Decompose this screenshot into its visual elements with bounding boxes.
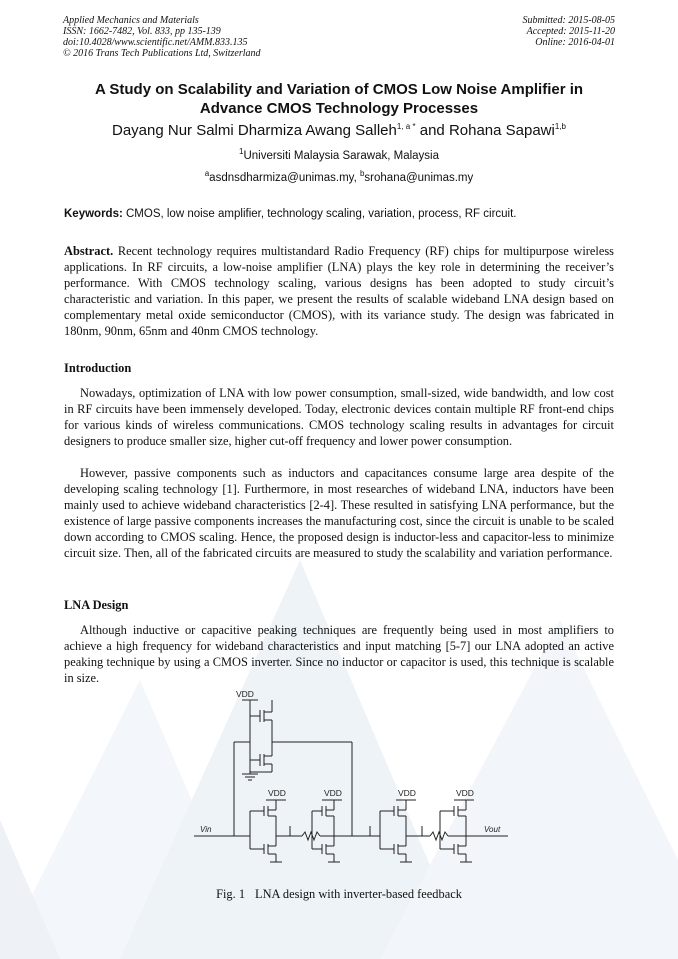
paper-title-line-1: A Study on Scalability and Variation of CMOS Low Noise Amplifier in bbox=[94, 81, 584, 98]
vin-label: Vin bbox=[200, 825, 212, 834]
online-date: Online: 2016-04-01 bbox=[535, 37, 615, 48]
email-a-marker: a bbox=[204, 169, 210, 179]
introduction-paragraph-2: However, passive components such as inductors and capacitances consume large area despite of the developing scaling technology [1]. Furthermore, in most researches of wideband LNA, inductors have been mainly used to achieve wideband characteristics [2-4]. These resulted in satisfying LNA performance, but the existence of large passive components increases the manufacturing cost, since the circuit is unable to be scaled down according to CMOS scaling. Hence, the proposed design is inductor-less and capacitor-less to minimize circuit size. Then, all of the fabricated circuits are measured to study the scalability and variation performance. bbox=[64, 466, 614, 560]
keywords-text: CMOS, low noise amplifier, technology scaling, variation, process, RF circuit. bbox=[122, 208, 517, 220]
section-heading-introduction: Introduction bbox=[64, 361, 132, 375]
author-1: Dayang Nur Salmi Dharmiza Awang Salleh bbox=[112, 122, 397, 139]
abstract-text: Recent technology requires multistandard Radio Frequency (RF) chips for multipurpose wireless applications. In RF circuits, a low-noise amplifier (LNA) plays the key role in determining the receiver’s performance. With CMOS technology scaling, various designs has been adopted to study circuit’s characteristic and variation. In this paper, we present the results of scalable wideband LNA design based on complementary metal oxide semiconductor (CMOS), with its variance study. The design was fabricated in 180nm, 90nm, 65nm and 40nm CMOS technology. bbox=[64, 244, 614, 338]
journal-doi: doi:10.4028/www.scientific.net/AMM.833.135 bbox=[63, 37, 248, 48]
paper-title bbox=[40, 80, 638, 118]
lna-design-paragraph-1: Although inductive or capacitive peaking techniques are frequently being used in most amplifiers to achieve a high frequency for wideband characteristics and input matching [5-7] our LNA adopted an active peaking technique by using a CMOS inverter. Since no inductor or capacitor is used, this technique is scalable in size. bbox=[64, 623, 614, 685]
affiliation-text: Universiti Malaysia Sarawak, Malaysia bbox=[243, 150, 439, 162]
vdd-label-stage-4: VDD bbox=[456, 788, 474, 798]
author-emails bbox=[40, 169, 638, 184]
journal-header-right bbox=[523, 15, 616, 48]
author-list bbox=[40, 122, 638, 139]
lna-circuit-diagram bbox=[194, 686, 510, 876]
introduction-paragraph-1: Nowadays, optimization of LNA with low power consumption, small-sized, wide bandwidth, and low cost in RF circuits have been immensely developed. Today, electronic devices contain multiple RF front-end chips for various kinds of wireless communications. CMOS technology scaling results in advantages for circuit designers to produce smaller size, higher cut-off frequency and lower power consumption. bbox=[64, 386, 614, 448]
vout-label: Vout bbox=[484, 825, 501, 834]
author-and: and bbox=[415, 122, 449, 139]
email-b-marker: b bbox=[359, 169, 365, 179]
vdd-label-top: VDD bbox=[236, 689, 254, 699]
submitted-date: Submitted: 2015-08-05 bbox=[522, 15, 615, 26]
affiliation bbox=[40, 147, 638, 162]
email-b: srohana@unimas.my bbox=[364, 172, 474, 184]
vdd-label-stage-2: VDD bbox=[324, 788, 342, 798]
figure-number: Fig. 1 bbox=[216, 887, 246, 901]
abstract-label: Abstract. bbox=[64, 244, 114, 258]
keywords bbox=[64, 208, 624, 220]
vdd-label-stage-1: VDD bbox=[268, 788, 286, 798]
figure-caption-text: LNA design with inverter-based feedback bbox=[255, 887, 462, 901]
paper-title-line-2: Advance CMOS Technology Processes bbox=[199, 100, 479, 117]
affiliation-marker: 1 bbox=[238, 147, 244, 157]
author-1-marker: 1, a * bbox=[396, 122, 416, 131]
journal-name: Applied Mechanics and Materials bbox=[63, 15, 199, 26]
keywords-label: Keywords: bbox=[64, 208, 123, 220]
email-a: asdnsdharmiza@unimas.my bbox=[209, 172, 354, 184]
accepted-date: Accepted: 2015-11-20 bbox=[526, 26, 615, 37]
figure-caption bbox=[40, 887, 638, 902]
vdd-label-stage-3: VDD bbox=[398, 788, 416, 798]
author-2: Rohana Sapawi bbox=[448, 122, 555, 139]
abstract bbox=[64, 243, 614, 339]
journal-copyright: © 2016 Trans Tech Publications Ltd, Switzerland bbox=[63, 48, 261, 59]
journal-header-left bbox=[63, 15, 261, 59]
email-separator: , bbox=[353, 172, 360, 184]
author-2-marker: 1,b bbox=[554, 122, 566, 131]
section-heading-lna-design: LNA Design bbox=[64, 598, 129, 612]
journal-issn: ISSN: 1662-7482, Vol. 833, pp 135-139 bbox=[63, 26, 221, 37]
